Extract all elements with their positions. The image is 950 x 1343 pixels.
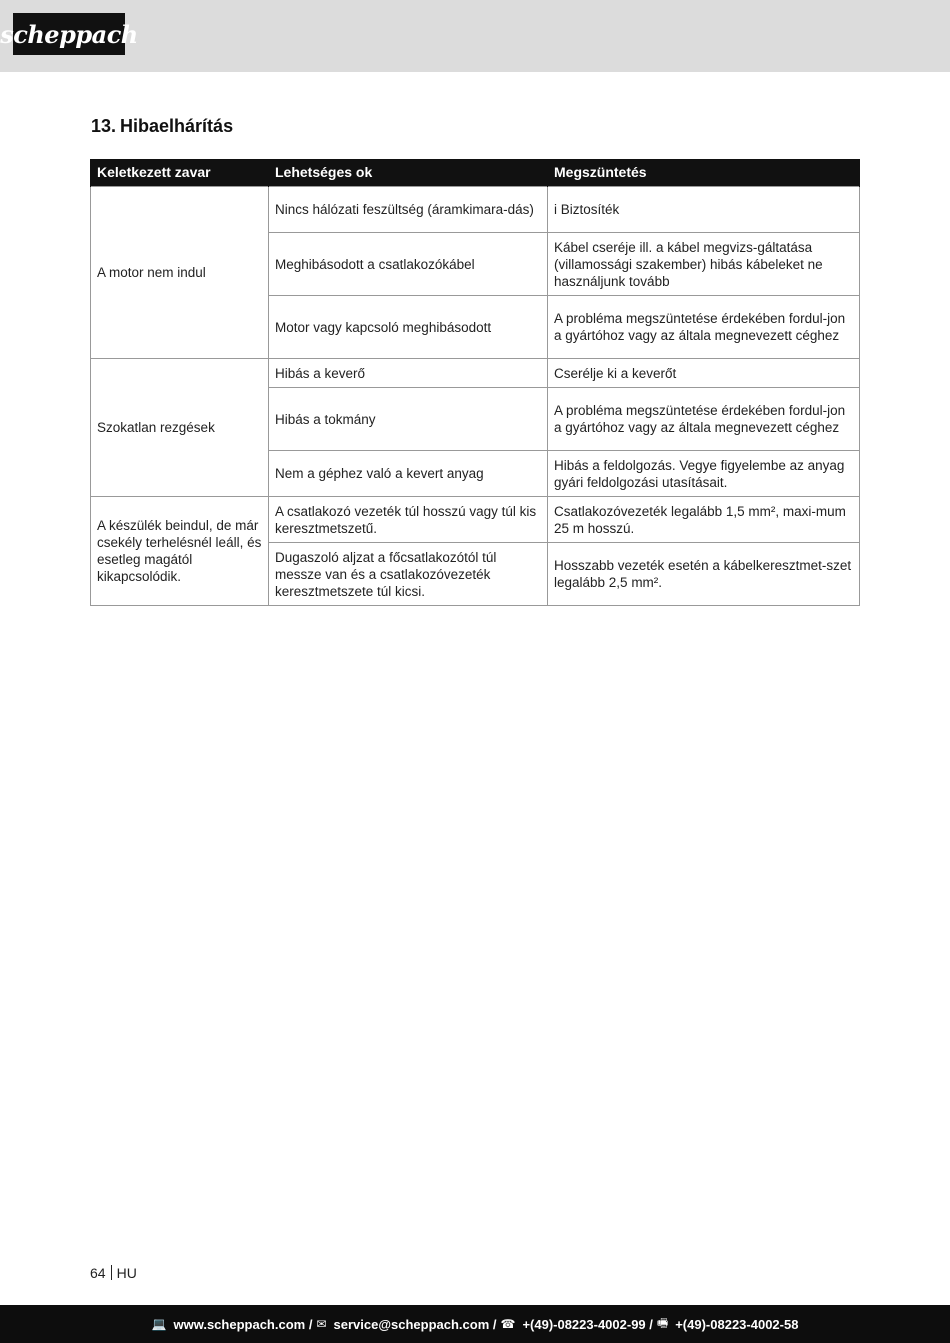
remedy-cell: A probléma megszüntetése érdekében fordul-jon a gyártóhoz vagy az általa megnevezett céghez [548,296,860,359]
cause-cell: Nem a géphez való a kevert anyag [269,451,548,497]
table-header-row [91,159,860,187]
language-code: HU [116,1265,137,1281]
header-remedy: Megszüntetés [548,159,860,187]
header-cause: Lehetséges ok [269,159,548,187]
phone-number: +(49)-08223-4002-99 / [522,1316,653,1332]
fault-cell: A készülék beindul, de már csekély terhelésnél leáll, és esetleg magától kikapcsolódik. [91,497,269,606]
email-link[interactable]: service@scheppach.com / [333,1316,497,1332]
website-link[interactable]: www.scheppach.com / [173,1316,313,1332]
cause-cell: Motor vagy kapcsoló meghibásodott [269,296,548,359]
remedy-cell: Cserélje ki a keverőt [548,359,860,388]
table-row [91,497,860,543]
table-row [91,187,860,233]
fault-cell: Szokatlan rezgések [91,359,269,497]
divider [111,1265,112,1280]
fax-icon: 🖷 [656,1315,669,1330]
section-title [91,116,233,137]
remedy-cell: Kábel cseréje ill. a kábel megvizs-gáltatása (villamossági szakember) hibás kábeleket ne használjunk tovább [548,233,860,296]
cause-cell: Hibás a keverő [269,359,548,388]
remedy-cell: A probléma megszüntetése érdekében fordul-jon a gyártóhoz vagy az általa megnevezett céghez [548,388,860,451]
phone-icon: ☎ [500,1317,516,1331]
cause-cell: Meghibásodott a csatlakozókábel [269,233,548,296]
remedy-cell: Hibás a feldolgozás. Vegye figyelembe az anyag gyári feldolgozási utasításait. [548,451,860,497]
contact-bar [0,1305,950,1343]
page-footer [90,1265,137,1281]
troubleshooting-table [90,159,860,606]
remedy-cell: Csatlakozóvezeték legalább 1,5 mm², maxi-mum 25 m hosszú. [548,497,860,543]
computer-icon: 💻 [151,1317,167,1331]
section-title-text: Hibaelhárítás [120,116,234,136]
table-row [91,359,860,388]
mail-icon: ✉ [316,1317,327,1331]
remedy-cell: Hosszabb vezeték esetén a kábelkeresztmet-szet legalább 2,5 mm². [548,543,860,606]
section-number: 13. [91,116,117,136]
header-fault: Keletkezett zavar [91,159,269,187]
page-number: 64 [90,1265,106,1281]
header-bar [0,0,950,72]
fax-number: +(49)-08223-4002-58 [675,1316,799,1332]
cause-cell: Nincs hálózati feszültség (áramkimara-dás) [269,187,548,233]
cause-cell: Hibás a tokmány [269,388,548,451]
cause-cell: A csatlakozó vezeték túl hosszú vagy túl kis keresztmetszetű. [269,497,548,543]
fault-cell: A motor nem indul [91,187,269,359]
cause-cell: Dugaszoló aljzat a főcsatlakozótól túl messze van és a csatlakozóvezeték keresztmetszete túl kicsi. [269,543,548,606]
scheppach-logo: scheppach [13,13,125,55]
remedy-cell: i Biztosíték [548,187,860,233]
